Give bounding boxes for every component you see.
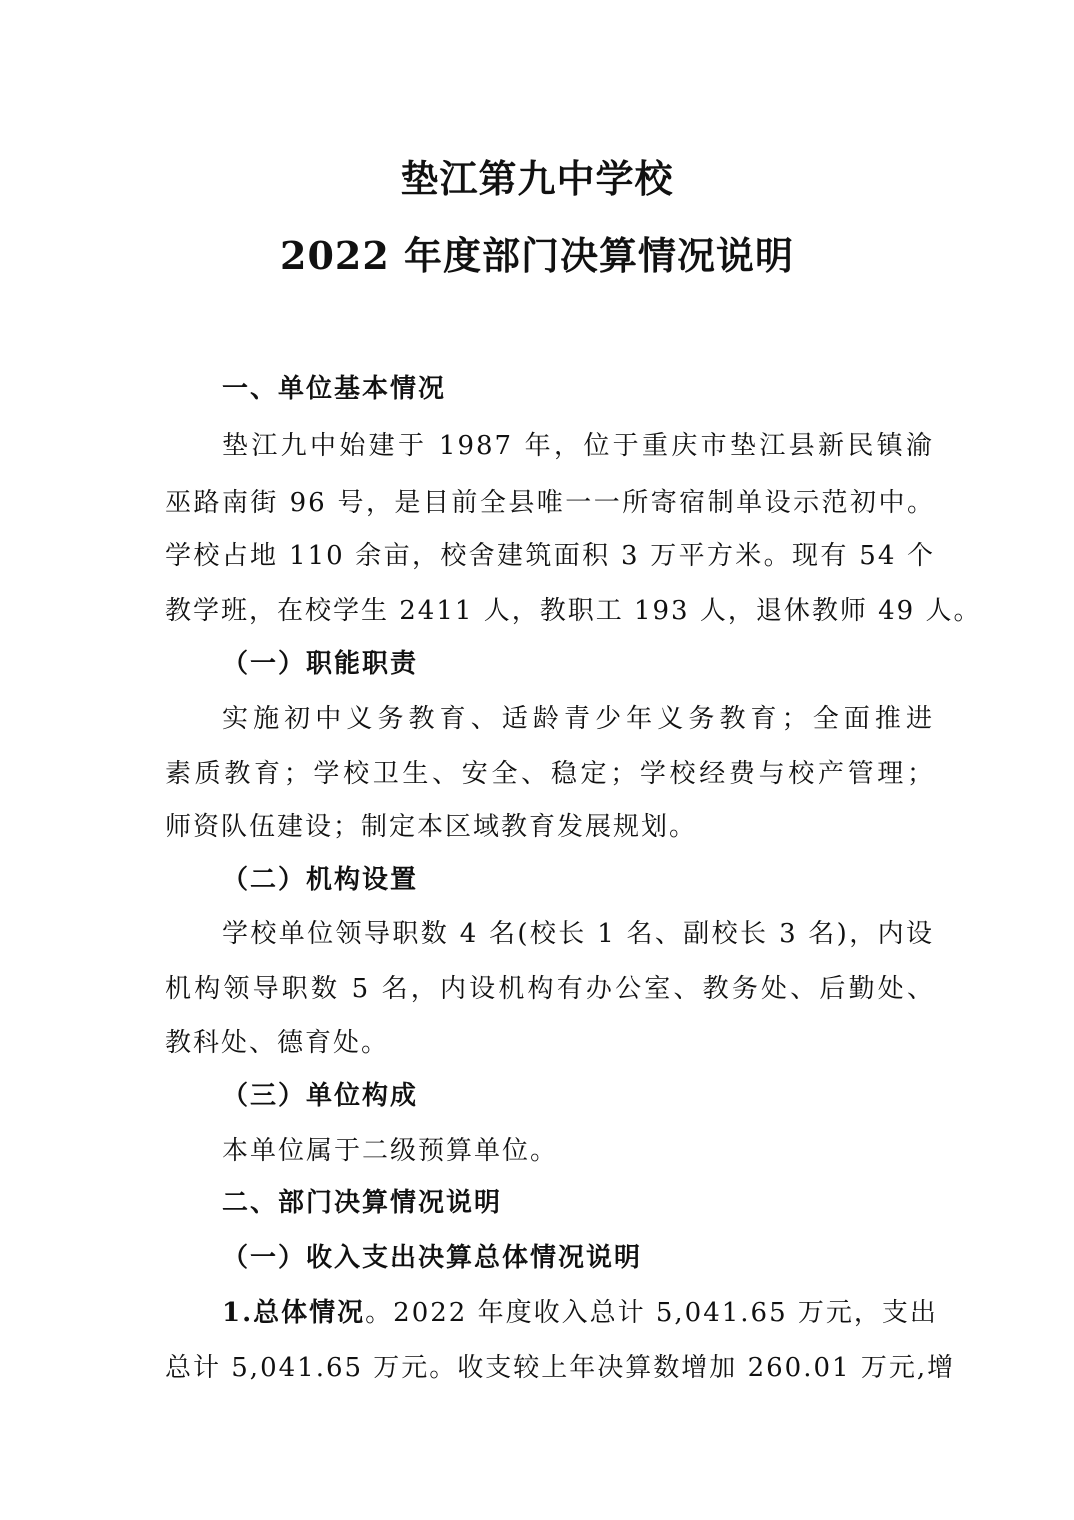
paragraph-line: 师资队伍建设；制定本区域教育发展规划。 <box>165 812 698 842</box>
section-heading-basic-info: 一、单位基本情况 <box>222 374 447 404</box>
subheading-composition: （三）单位构成 <box>222 1081 419 1111</box>
paragraph-lead-text: 1.总体情况 <box>222 1298 366 1328</box>
paragraph-line: 机构领导职数 5 名，内设机构有办公室、教务处、后勤处、 <box>165 974 935 1004</box>
title-school-name: 垫江第九中学校 <box>400 156 674 201</box>
subheading-income-expenditure: （一）收入支出决算总体情况说明 <box>222 1243 643 1273</box>
section-heading-final-accounts: 二、部门决算情况说明 <box>222 1188 503 1218</box>
paragraph-line: 学校单位领导职数 4 名(校长 1 名、副校长 3 名)，内设 <box>222 919 934 949</box>
paragraph-line: 教科处、德育处。 <box>165 1028 390 1058</box>
paragraph-line: 垫江九中始建于 1987 年，位于重庆市垫江县新民镇渝 <box>222 431 934 461</box>
title-report-name: 2022 年度部门决算情况说明 <box>280 233 794 278</box>
paragraph-line: 教学班，在校学生 2411 人，教职工 193 人，退休教师 49 人。 <box>165 596 982 626</box>
paragraph-line: 总计 5,041.65 万元。收支较上年决算数增加 260.01 万元,增 <box>165 1353 956 1383</box>
paragraph-line: 学校占地 110 余亩，校舍建筑面积 3 万平方米。现有 54 个 <box>165 541 935 571</box>
subheading-organization: （二）机构设置 <box>222 865 419 895</box>
paragraph-line <box>222 1292 938 1329</box>
paragraph-text: 。2022 年度收入总计 5,041.65 万元，支出 <box>365 1298 938 1328</box>
paragraph-line: 素质教育；学校卫生、安全、稳定；学校经费与校产管理； <box>165 759 935 789</box>
paragraph-line: 巫路南街 96 号，是目前全县唯一一所寄宿制单设示范初中。 <box>165 488 935 518</box>
paragraph-line: 本单位属于二级预算单位。 <box>222 1136 559 1166</box>
subheading-duties: （一）职能职责 <box>222 649 419 679</box>
paragraph-line: 实施初中义务教育、适龄青少年义务教育；全面推进 <box>222 704 934 734</box>
